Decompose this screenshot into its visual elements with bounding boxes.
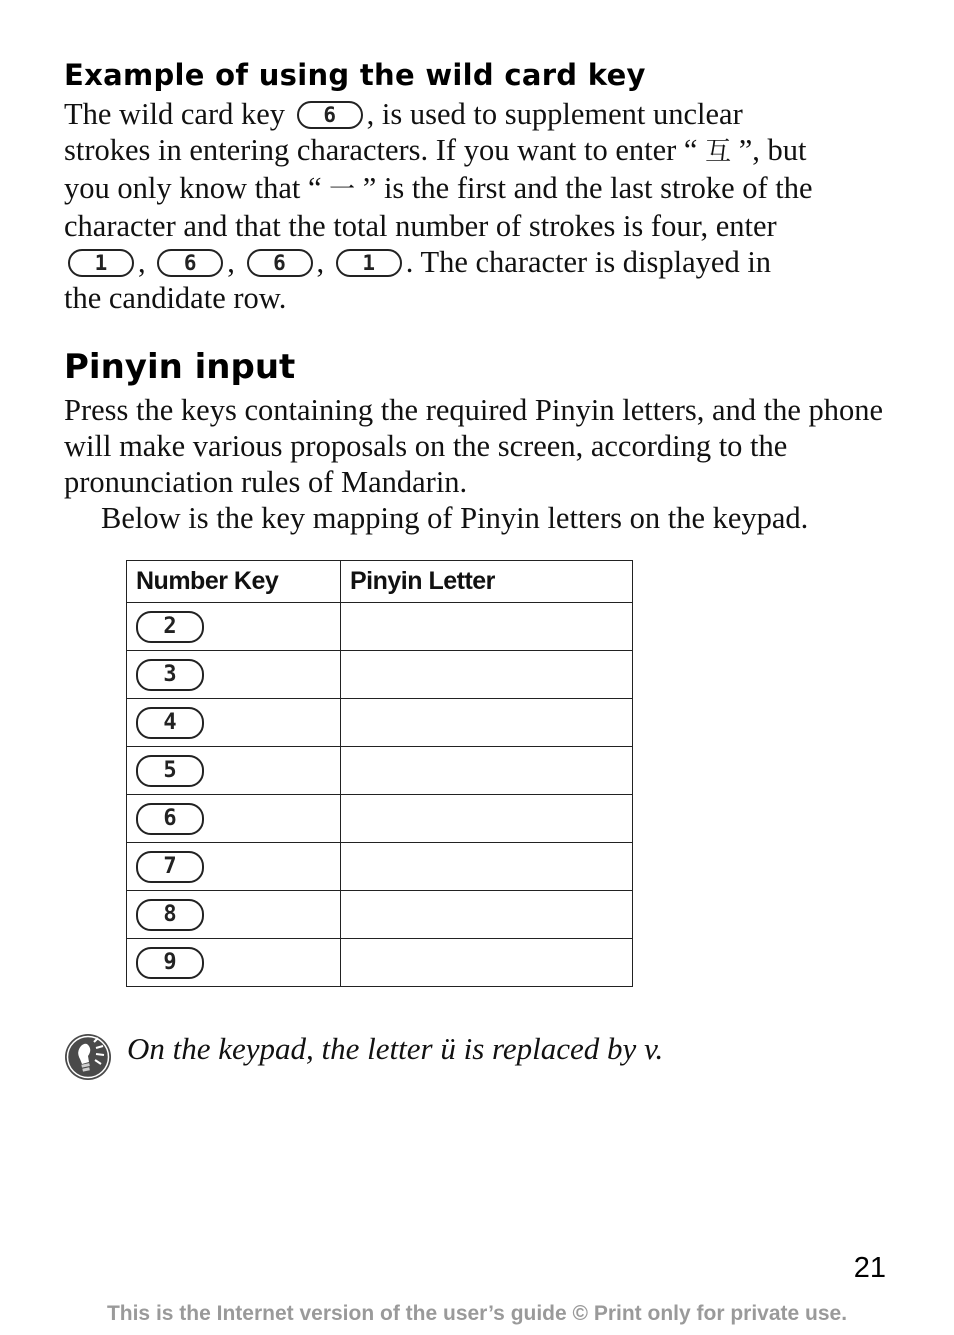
chinese-char-yi: 一: [329, 175, 356, 205]
text-segment: ”, but: [738, 133, 807, 167]
chinese-char-hu: 互: [705, 137, 732, 167]
key-1-icon: 1: [68, 249, 134, 277]
text-segment: , is used to supplement unclear: [366, 97, 743, 131]
key-6-icon: 6: [297, 101, 363, 129]
page-content: [64, 54, 894, 536]
key-6-icon: 6: [136, 803, 204, 835]
key-6-icon: 6: [247, 249, 313, 277]
text-segment: the candidate row.: [64, 281, 287, 315]
pinyin-key-mapping-table: [126, 560, 633, 987]
number-key-cell: [127, 843, 341, 891]
table-header-row: [127, 561, 633, 603]
key-2-icon: 2: [136, 611, 204, 643]
key-1-icon: 1: [336, 249, 402, 277]
table-row: [127, 891, 633, 939]
pinyin-letter-cell: [341, 651, 633, 699]
number-key-cell: [127, 939, 341, 987]
wild-card-paragraph: The wild card key 6 , is used to supplement unclear strokes in entering characters. If you want to enter “ 互 ”, but you only know that “ 一 ” is the first and the last stroke of the character and that the total number of strokes is four, enter 1 , 6 , 6 , 1 . The character is displayed in the candidate row.: [64, 97, 813, 315]
tip-note: [63, 1030, 893, 1086]
section-heading-wild-card: Example of using the wild card key: [64, 58, 646, 92]
number-key-cell: [127, 795, 341, 843]
pinyin-letter-cell: [341, 843, 633, 891]
column-header-pinyin-letter: Pinyin Letter: [341, 561, 633, 603]
pinyin-letter-cell: [341, 747, 633, 795]
page-number: 21: [853, 1252, 886, 1284]
table-row: [127, 603, 633, 651]
text-segment: you only know that “: [64, 171, 322, 205]
text-segment: . The character is displayed in: [405, 245, 772, 279]
footer-notice: This is the Internet version of the user’s guide © Print only for private use.: [106, 1302, 848, 1325]
key-9-icon: 9: [136, 947, 204, 979]
text-segment: The wild card key: [64, 97, 286, 131]
number-key-cell: [127, 699, 341, 747]
text-segment: character and that the total number of strokes is four, enter: [64, 209, 777, 243]
table-row: [127, 795, 633, 843]
tip-text: On the keypad, the letter ü is replaced by v.: [127, 1031, 664, 1066]
key-3-icon: 3: [136, 659, 204, 691]
key-7-icon: 7: [136, 851, 204, 883]
table-row: [127, 699, 633, 747]
pinyin-letter-cell: [341, 891, 633, 939]
key-8-icon: 8: [136, 899, 204, 931]
pinyin-letter-cell: [341, 795, 633, 843]
key-4-icon: 4: [136, 707, 204, 739]
number-key-cell: [127, 891, 341, 939]
text-segment: ” is the first and the last stroke of the: [362, 171, 813, 205]
number-key-cell: [127, 603, 341, 651]
section-heading-pinyin: Pinyin input: [64, 347, 296, 387]
lightbulb-tip-icon: [63, 1032, 113, 1082]
number-key-cell: [127, 651, 341, 699]
number-key-cell: [127, 747, 341, 795]
key-6-icon: 6: [157, 249, 223, 277]
table-row: [127, 843, 633, 891]
pinyin-mapping-intro: Below is the key mapping of Pinyin letters on the keypad.: [101, 501, 809, 535]
pinyin-letter-cell: [341, 699, 633, 747]
pinyin-letter-cell: [341, 939, 633, 987]
table-row: [127, 939, 633, 987]
key-5-icon: 5: [136, 755, 204, 787]
column-header-number-key: Number Key: [127, 561, 341, 603]
table-row: [127, 651, 633, 699]
table-row: [127, 747, 633, 795]
pinyin-paragraph: Press the keys containing the required Pinyin letters, and the phone will make various proposals on the screen, according to the pronunciation rules of Mandarin.: [64, 393, 884, 499]
text-segment: strokes in entering characters. If you want to enter “: [64, 133, 698, 167]
pinyin-letter-cell: [341, 603, 633, 651]
